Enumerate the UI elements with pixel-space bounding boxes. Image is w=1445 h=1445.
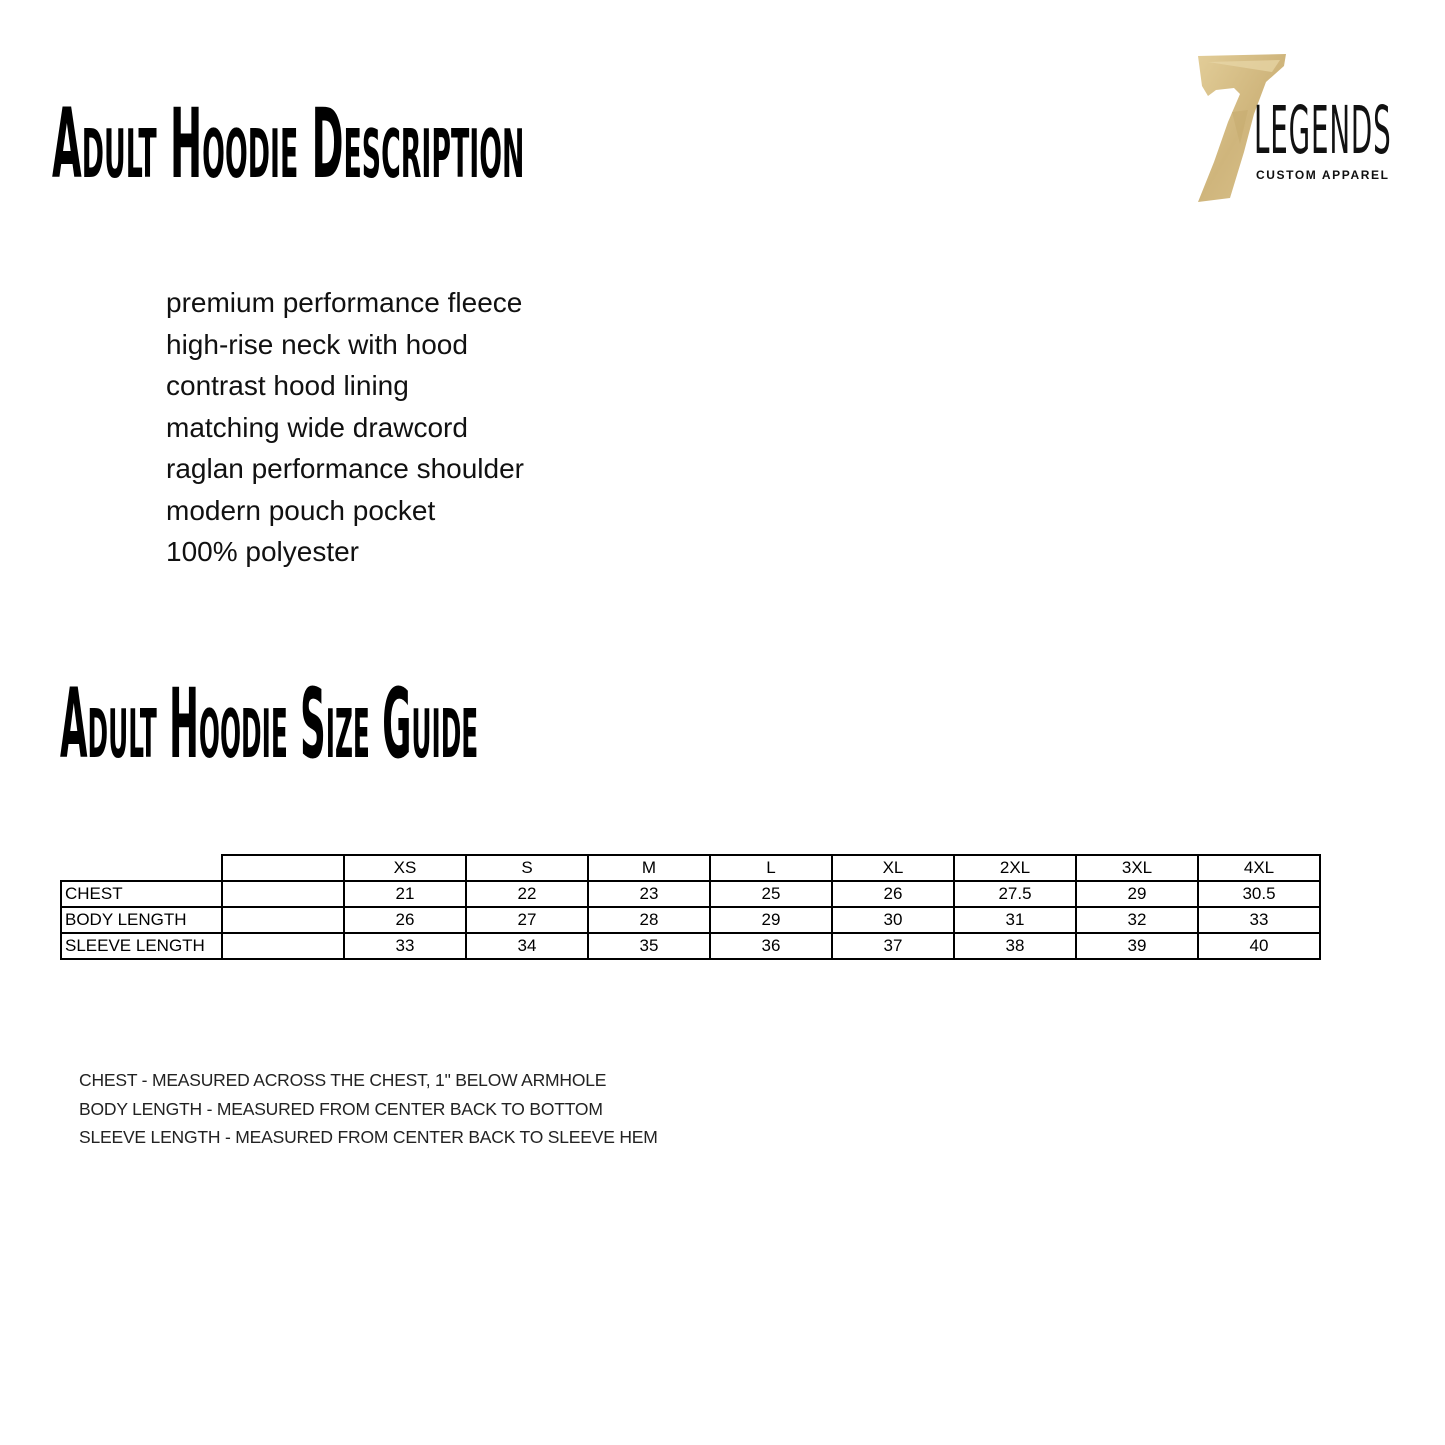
table-cell: 25 <box>710 881 832 907</box>
table-row <box>61 881 1320 907</box>
note-item: SLEEVE LENGTH - MEASURED FROM CENTER BACK TO SLEEVE HEM <box>79 1127 658 1147</box>
table-cell: 35 <box>588 933 710 959</box>
table-cell: 36 <box>710 933 832 959</box>
table-cell: 33 <box>344 933 466 959</box>
table-cell: 28 <box>588 907 710 933</box>
size-header-row <box>61 855 1320 881</box>
feature-item: 100% polyester <box>166 536 360 567</box>
size-header: 2XL <box>954 855 1076 881</box>
note-item: CHEST - MEASURED ACROSS THE CHEST, 1" BELOW ARMHOLE <box>79 1070 607 1090</box>
feature-item: high-rise neck with hood <box>166 328 468 360</box>
table-cell-blank <box>222 881 344 907</box>
note-item: BODY LENGTH - MEASURED FROM CENTER BACK TO BOTTOM <box>79 1098 603 1119</box>
table-cell: 30 <box>832 907 954 933</box>
logo-tagline: CUSTOM APPAREL <box>1256 168 1390 182</box>
table-cell: 22 <box>466 881 588 907</box>
table-blank-header <box>222 855 344 881</box>
table-cell: 23 <box>588 881 710 907</box>
size-header: S <box>466 855 588 881</box>
table-cell: 26 <box>344 907 466 933</box>
size-header: L <box>710 855 832 881</box>
feature-list <box>166 282 524 573</box>
size-table <box>60 854 1321 960</box>
size-header: XS <box>344 855 466 881</box>
size-header: 4XL <box>1198 855 1320 881</box>
table-cell: 32 <box>1076 907 1198 933</box>
table-cell: 39 <box>1076 933 1198 959</box>
feature-item: matching wide drawcord <box>166 411 468 443</box>
table-cell: 30.5 <box>1198 881 1320 907</box>
table-cell: 34 <box>466 933 588 959</box>
table-cell: 29 <box>710 907 832 933</box>
table-cell: 26 <box>832 881 954 907</box>
row-label: CHEST <box>61 881 222 907</box>
measurement-notes <box>79 1066 658 1152</box>
feature-item: raglan performance shoulder <box>166 453 524 484</box>
size-header: M <box>588 855 710 881</box>
size-header: 3XL <box>1076 855 1198 881</box>
table-cell: 27.5 <box>954 881 1076 907</box>
table-row <box>61 907 1320 933</box>
description-title: Adult Hoodie Description <box>52 88 525 200</box>
row-label: BODY LENGTH <box>61 907 222 933</box>
logo-wordmark: LEGENDS <box>1254 92 1392 169</box>
size-guide-title: Adult Hoodie Size Guide <box>60 668 479 780</box>
table-cell: 40 <box>1198 933 1320 959</box>
table-row <box>61 933 1320 959</box>
table-cell: 33 <box>1198 907 1320 933</box>
table-cell: 38 <box>954 933 1076 959</box>
table-cell: 31 <box>954 907 1076 933</box>
table-cell: 37 <box>832 933 954 959</box>
size-header: XL <box>832 855 954 881</box>
feature-item: modern pouch pocket <box>166 494 436 526</box>
table-corner <box>61 855 222 881</box>
table-cell-blank <box>222 907 344 933</box>
table-cell-blank <box>222 933 344 959</box>
table-cell: 27 <box>466 907 588 933</box>
feature-item: premium performance fleece <box>166 287 523 318</box>
row-label: SLEEVE LENGTH <box>61 933 222 959</box>
feature-item: contrast hood lining <box>166 370 409 401</box>
table-cell: 29 <box>1076 881 1198 907</box>
table-cell: 21 <box>344 881 466 907</box>
